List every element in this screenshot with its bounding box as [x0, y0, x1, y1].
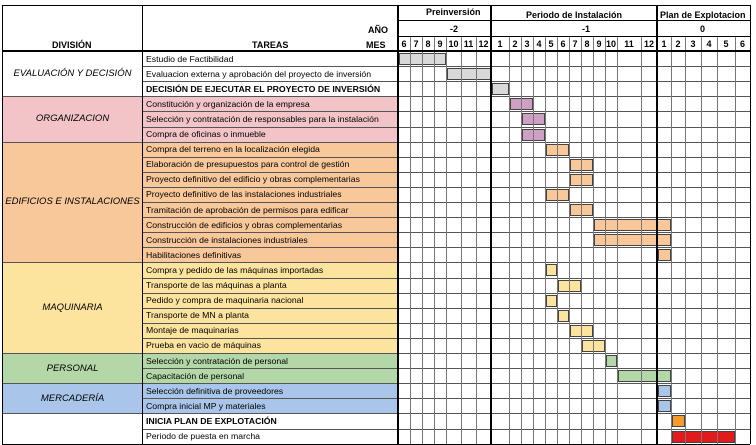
month-label: MES — [366, 40, 386, 50]
grid-line — [2, 413, 143, 414]
year-label: AÑO — [368, 25, 388, 35]
month-label: 11 — [463, 39, 474, 49]
task-label: Transporte de las máquinas a planta — [146, 280, 287, 291]
gantt-bar — [672, 415, 685, 427]
month-label: 4 — [706, 39, 712, 49]
grid-line — [434, 36, 435, 444]
phase-preinversion: Preinversión — [426, 7, 481, 17]
grid-line — [2, 5, 3, 444]
month-label: 4 — [536, 39, 542, 49]
division-cell: ORGANIZACION — [2, 96, 143, 141]
task-label: Prueba en vacio de máquinas — [146, 340, 261, 351]
month-label: 2 — [675, 39, 681, 49]
task-label: Habilitaciones definitivas — [146, 249, 242, 260]
month-label: 9 — [596, 39, 602, 49]
grid-line — [533, 36, 534, 444]
grid-line — [422, 36, 423, 444]
task-label: Compra de oficinas o inmueble — [146, 129, 266, 140]
task-label: Periodo de puesta en marcha — [146, 431, 260, 442]
grid-line — [735, 36, 736, 444]
grid-line — [2, 50, 750, 52]
grid-line — [142, 5, 143, 444]
month-label: 1 — [497, 39, 503, 49]
gantt-bar — [618, 370, 671, 382]
month-label: 7 — [413, 39, 419, 49]
grid-line — [557, 36, 558, 444]
month-label: 12 — [643, 39, 654, 49]
month-label: 10 — [605, 39, 616, 49]
task-label: Selección y contratación de responsables para la instalación — [146, 113, 379, 124]
task-label: Pedido y compra de maquinaria nacional — [146, 295, 304, 306]
tasks-header: TAREAS — [252, 40, 289, 50]
task-label: Montaje de maquinarias — [146, 325, 239, 336]
gantt-bar — [672, 431, 735, 443]
month-label: 5 — [723, 39, 729, 49]
task-label: Proyecto definitivo de las instalaciones industriales — [146, 189, 342, 200]
grid-line — [521, 36, 522, 444]
month-label: 6 — [401, 39, 407, 49]
month-label: 11 — [624, 39, 634, 49]
task-label: Transporte de MN a planta — [146, 310, 250, 321]
grid-line — [671, 36, 672, 444]
grid-line — [2, 383, 143, 384]
grid-line — [490, 5, 492, 444]
task-label: DECISIÓN DE EJECUTAR EL PROYECTO DE INVERSIÓN — [146, 83, 381, 94]
task-label: INICIA PLAN DE EXPLOTACIÓN — [146, 415, 277, 426]
gantt-bar — [546, 295, 557, 307]
grid-line — [569, 36, 570, 444]
gantt-bar — [606, 355, 617, 367]
division-cell: EDIFICIOS E INSTALACIONES — [2, 142, 143, 263]
gantt-bar — [546, 264, 557, 276]
month-label: 6 — [739, 39, 745, 49]
grid-line — [410, 36, 411, 444]
year-0: 0 — [700, 24, 706, 34]
month-label: 10 — [448, 39, 459, 49]
month-label: 8 — [425, 39, 431, 49]
task-label: Constitución y organización de la empresa — [146, 98, 310, 109]
year-minus-1: -1 — [582, 24, 591, 34]
grid-line — [2, 142, 143, 143]
task-label: Construcción de instalaciones industriales — [146, 234, 308, 245]
grid-line — [605, 36, 606, 444]
grid-line — [397, 5, 399, 444]
grid-line — [509, 36, 510, 444]
phase-instalacion: Periodo de Instalación — [526, 10, 623, 20]
gantt-bar — [492, 83, 509, 95]
grid-line — [2, 353, 143, 354]
grid-line — [717, 36, 718, 444]
grid-line — [617, 36, 618, 444]
grid-line — [701, 36, 702, 444]
grid-line — [750, 5, 751, 444]
gantt-bar — [558, 310, 569, 322]
grid-line — [2, 96, 143, 97]
task-label: Selección definitiva de proveedores — [146, 385, 284, 396]
task-label: Compra inicial MP y materiales — [146, 400, 266, 411]
month-label: 3 — [690, 39, 696, 49]
gantt-bar — [658, 400, 671, 412]
gantt-bar — [658, 249, 671, 261]
division-header: DIVISIÓN — [52, 40, 92, 50]
gantt-bar — [447, 68, 491, 80]
task-label: Construcción de edificios y obras complementarias — [146, 219, 343, 230]
month-label: 2 — [512, 39, 518, 49]
task-label: Selección y contratación de personal — [146, 355, 288, 366]
task-label: Proyecto definitivo del edificio y obras complementarias — [146, 174, 360, 185]
task-label: Elaboración de presupuestos para control de gestión — [146, 159, 350, 170]
task-label: Capacitación de personal — [146, 370, 245, 381]
division-cell: EVALUACIÓN Y DECISIÓN — [2, 51, 143, 96]
month-label: 12 — [478, 39, 489, 49]
month-label: 1 — [661, 39, 667, 49]
task-label: Estudio de Factibilidad — [146, 53, 234, 64]
grid-line — [2, 444, 750, 445]
grid-line — [2, 262, 143, 263]
month-label: 6 — [560, 39, 566, 49]
grid-line — [398, 36, 750, 37]
grid-line — [685, 36, 686, 444]
month-label: 3 — [524, 39, 530, 49]
task-label: Tramitación de aprobación de permisos para edificar — [146, 204, 349, 215]
grid-line — [398, 5, 750, 6]
grid-line — [446, 36, 447, 444]
division-cell: MAQUINARIA — [2, 262, 143, 353]
phase-explotacion: Plan de Explotacion — [660, 10, 746, 20]
grid-line — [656, 5, 658, 444]
division-cell — [2, 413, 143, 443]
grid-line — [581, 36, 582, 444]
month-label: 8 — [584, 39, 590, 49]
grid-line — [593, 36, 594, 444]
month-label: 5 — [548, 39, 554, 49]
task-label: Compra y pedido de las máquinas importadas — [146, 264, 324, 275]
division-cell: PERSONAL — [2, 353, 143, 383]
grid-line — [398, 20, 750, 21]
grid-line — [476, 36, 477, 444]
grid-line — [461, 36, 462, 444]
task-label: Evaluacion externa y aprobación del proyecto de inversión — [146, 68, 372, 79]
division-cell: MERCADERÍA — [2, 383, 143, 413]
grid-line — [545, 36, 546, 444]
month-label: 9 — [437, 39, 443, 49]
year-minus-2: -2 — [450, 24, 459, 34]
grid-line — [641, 36, 642, 444]
gantt-bar — [658, 385, 671, 397]
month-label: 7 — [572, 39, 578, 49]
task-label: Compra del terreno en la localización elegida — [146, 144, 320, 155]
grid-line — [2, 5, 398, 6]
